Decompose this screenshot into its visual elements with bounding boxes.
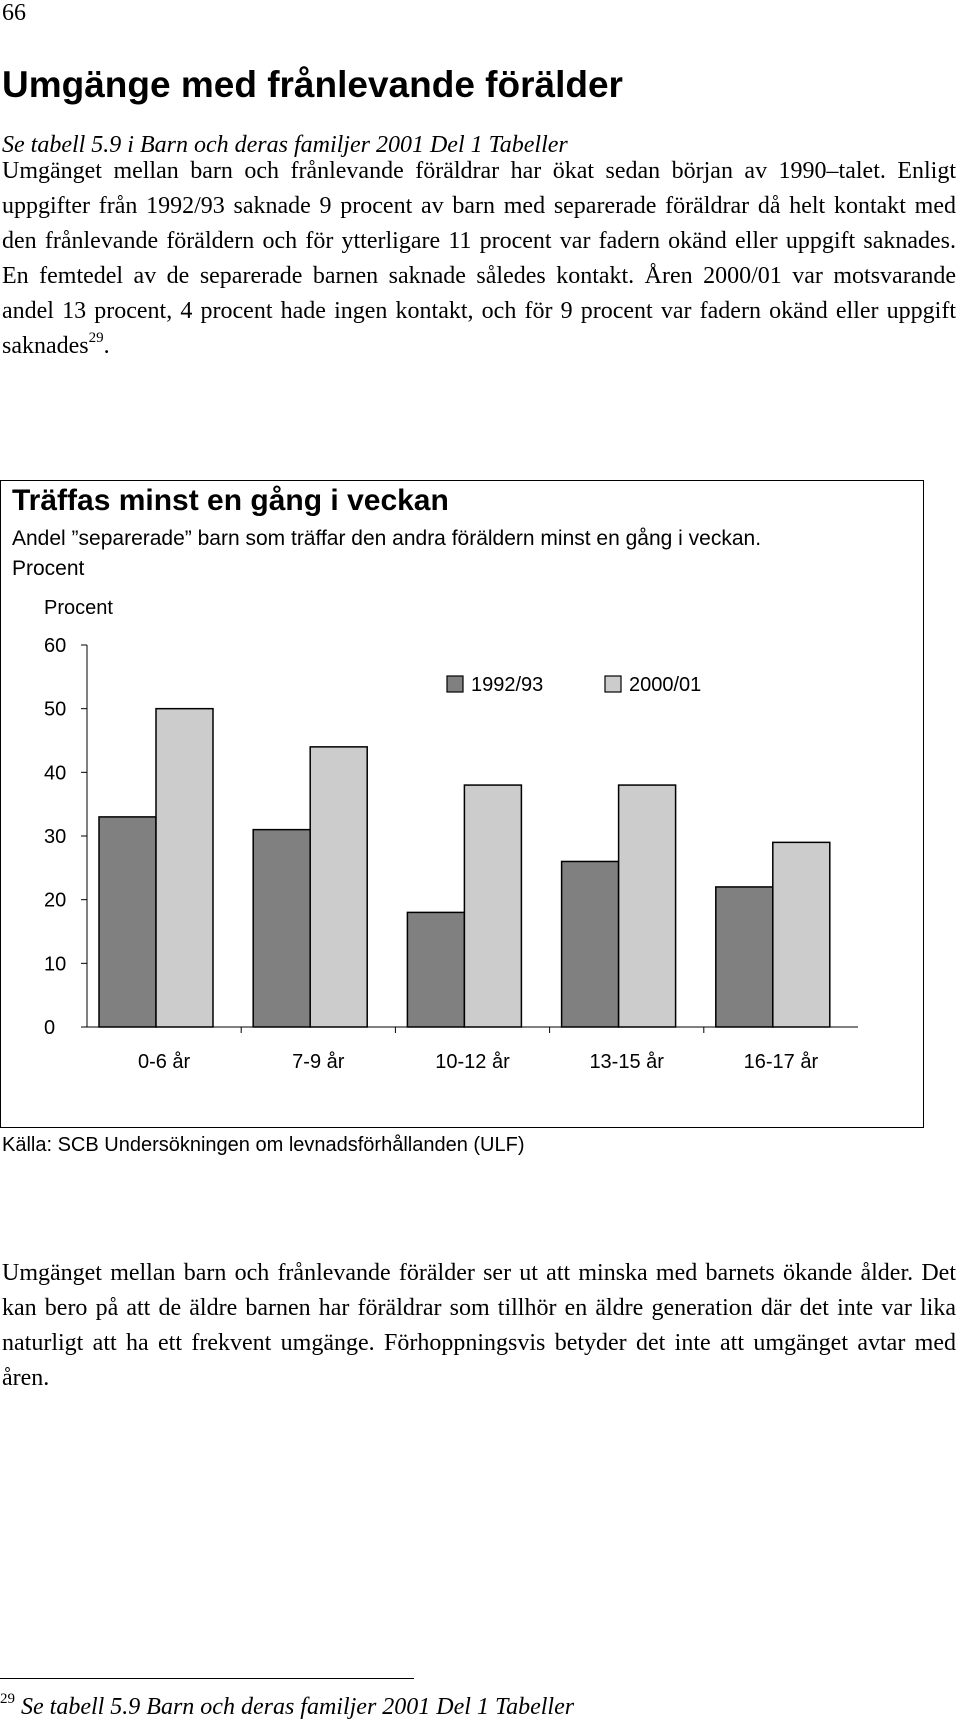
x-category-label: 16-17 år bbox=[743, 1051, 819, 1073]
y-tick-label: 30 bbox=[44, 826, 67, 848]
legend-swatch bbox=[447, 676, 463, 692]
chart-subtitle: Andel ”separerade” barn som träffar den andra föräldern minst en gång i veckan. Procent bbox=[12, 527, 762, 580]
legend-swatch bbox=[605, 676, 621, 692]
section-heading: Umgänge med frånlevande förälder bbox=[2, 64, 623, 105]
y-tick-label: 10 bbox=[44, 953, 67, 976]
footnote bbox=[0, 1691, 575, 1721]
bar-series-1 bbox=[562, 861, 619, 1027]
bar-series-2 bbox=[464, 785, 521, 1027]
y-tick-label: 60 bbox=[44, 635, 67, 657]
x-category-label: 10-12 år bbox=[435, 1051, 510, 1073]
footnote-divider bbox=[0, 1678, 414, 1679]
x-category-label: 7-9 år bbox=[292, 1051, 345, 1073]
bar-series-2 bbox=[619, 785, 676, 1027]
bar-series-1 bbox=[407, 912, 464, 1027]
chart-title: Träffas minst en gång i veckan bbox=[12, 484, 449, 517]
y-tick-label: 0 bbox=[44, 1017, 56, 1039]
after-paragraph: Umgänget mellan barn och frånlevande förälder ser ut att minska med barnets ökande ålder. Det kan bero på att de äldre barnen har föräldrar som tillhör en äldre generation där det inte var lika naturligt att ha ett frekvent umgänge. Förhoppningsvis betyder det inte att umgänget avtar med åren. bbox=[2, 1260, 956, 1391]
footnote-text: Se tabell 5.9 Barn och deras familjer 2001 Del 1 Tabeller bbox=[21, 1694, 575, 1720]
intro-text: Umgänget mellan barn och frånlevande föräldrar har ökat sedan början av 1990–talet. Enligt uppgifter från 1992/93 saknade 9 procent av barn med separerade föräldrar då helt kontakt med den frånlevande föräldern och för ytterligare 11 procent var fadern okänd eller uppgift saknades. En femtedel av de separerade barnen saknade således kontakt. Åren 2000/01 var motsvarande andel 13 procent, 4 procent hade ingen kontakt, och för 9 procent var fadern okänd eller uppgift saknades bbox=[2, 158, 956, 359]
legend-label: 1992/93 bbox=[471, 674, 544, 696]
intro-end: . bbox=[103, 333, 110, 359]
bar-series-1 bbox=[253, 830, 310, 1027]
y-tick-label: 50 bbox=[44, 698, 67, 721]
footnote-number: 29 bbox=[0, 1691, 15, 1707]
y-axis-label: Procent bbox=[44, 597, 113, 619]
footnote-marker[interactable]: 29 bbox=[88, 330, 104, 346]
y-tick-label: 40 bbox=[44, 762, 67, 785]
bar-series-2 bbox=[310, 747, 367, 1027]
table-reference: Se tabell 5.9 i Barn och deras familjer 2001 Del 1 Tabeller bbox=[2, 132, 568, 158]
legend-label: 2000/01 bbox=[629, 674, 702, 696]
bar-series-2 bbox=[773, 842, 830, 1027]
x-category-label: 0-6 år bbox=[137, 1051, 191, 1073]
bar-series-2 bbox=[156, 709, 213, 1027]
page-number: 66 bbox=[2, 0, 26, 26]
y-tick-label: 20 bbox=[44, 889, 67, 912]
bar-series-1 bbox=[99, 817, 156, 1027]
bar-series-1 bbox=[716, 887, 773, 1027]
chart-source: Källa: SCB Undersökningen om levnadsförhållanden (ULF) bbox=[2, 1134, 525, 1156]
x-category-label: 13-15 år bbox=[589, 1051, 664, 1073]
